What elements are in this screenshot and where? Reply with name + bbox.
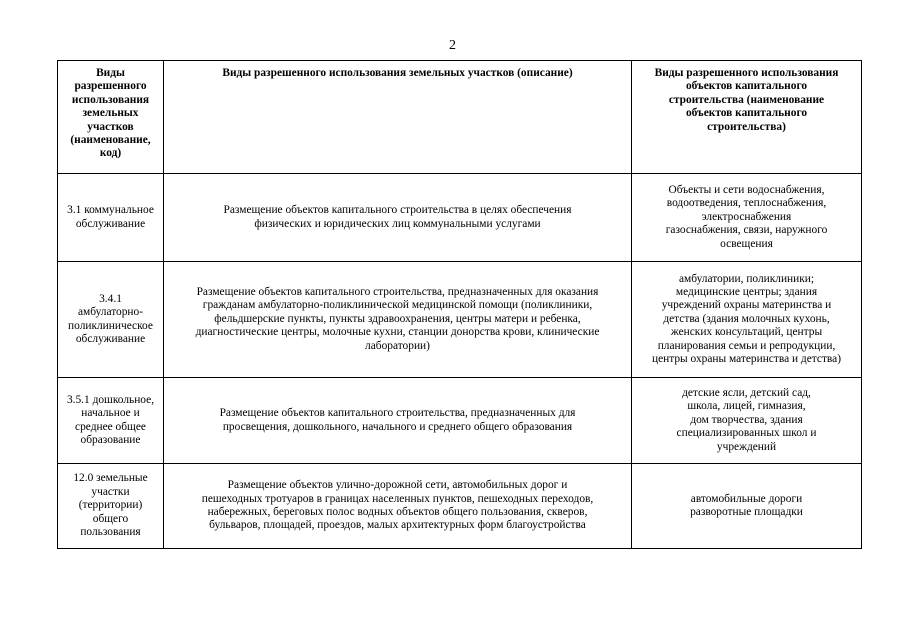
row-code-cell: 12.0 земельные участки (территории) общего пользования [58,464,164,549]
row-description-cell: Размещение объектов улично-дорожной сети, автомобильных дорог и пешеходных тротуаров в границах населенных пунктов, пешеходных переходов, набережных, береговых полос водных объектов общего пользования, скверов, бульваров, площадей, проездов, малых архитектурных форм благоустройства [164,464,632,549]
row-objects-cell: автомобильные дороги разворотные площадки [632,464,862,549]
row-objects-cell: Объекты и сети водоснабжения, водоотведения, теплоснабжения, электроснабжения газоснабжения, связи, наружного освещения [632,174,862,262]
land-use-table [57,60,862,549]
table-row [58,378,862,464]
table-header-row [58,61,862,174]
row-description-cell: Размещение объектов капитального строительства, предназначенных для оказания гражданам амбулаторно-поликлинической медицинской помощи (поликлиники, фельдшерские пункты, пункты здравоохранения, центры матери и ребенка, диагностические центры, молочные кухни, станции донорства крови, клинические лаборатории) [164,262,632,378]
header-capital-construction-objects: Виды разрешенного использования объектов капитального строительства (наименование объектов капитального строительства) [632,61,862,174]
page-number: 2 [449,38,456,53]
row-code-cell: 3.1 коммунальное обслуживание [58,174,164,262]
header-permitted-use-code: Виды разрешенного использования земельных участков (наименование, код) [58,61,164,174]
row-code-cell: 3.4.1 амбулаторно- поликлиническое обслуживание [58,262,164,378]
row-objects-cell: детские ясли, детский сад, школа, лицей, гимназия, дом творчества, здания специализированных школ и учреждений [632,378,862,464]
row-description-cell: Размещение объектов капитального строительства, предназначенных для просвещения, дошкольного, начального и среднего общего образования [164,378,632,464]
table-row [58,262,862,378]
table-row [58,464,862,549]
row-description-cell: Размещение объектов капитального строительства в целях обеспечения физических и юридических лиц коммунальными услугами [164,174,632,262]
table-row [58,174,862,262]
row-objects-cell: амбулатории, поликлиники; медицинские центры; здания учреждений охраны материнства и детства (здания молочных кухонь, женских консультаций, центры планирования семьи и репродукции, центры охраны материнства и детства) [632,262,862,378]
header-permitted-use-description: Виды разрешенного использования земельных участков (описание) [164,61,632,174]
row-code-cell: 3.5.1 дошкольное, начальное и среднее общее образование [58,378,164,464]
